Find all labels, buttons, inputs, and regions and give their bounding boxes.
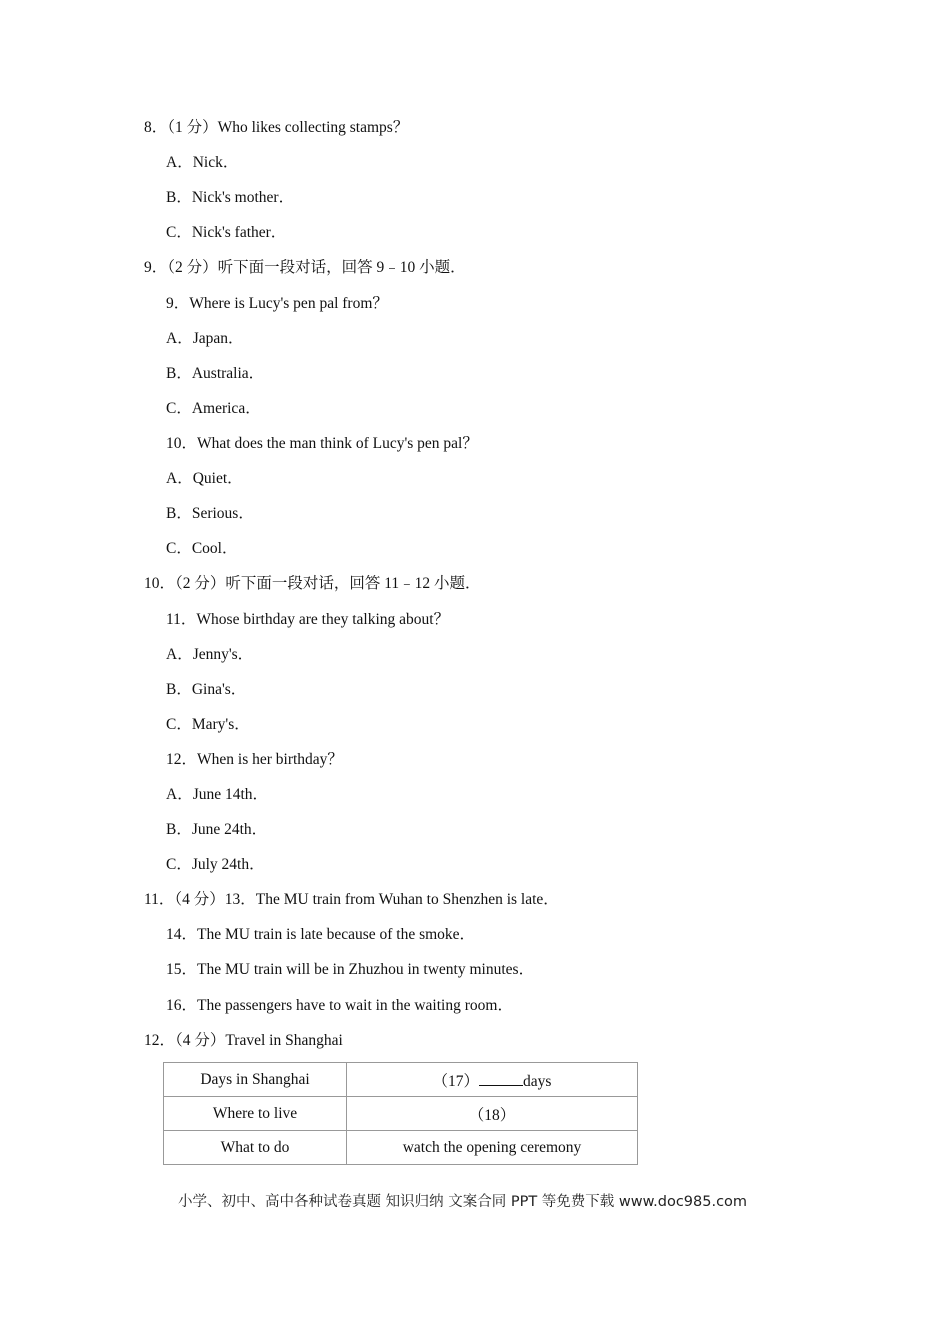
q9-sub1-question: 9．Where is Lucy's pen pal from？ [166,295,388,312]
q10-sub2-option-c: C．July 24th． [166,856,265,873]
q10-sub1-option-a: A．Jenny's． [166,646,254,663]
table-row [164,1131,638,1165]
q8-option-a: A．Nick． [166,154,239,171]
q9-sub1-option-c: C．America． [166,400,261,417]
table-row [164,1063,638,1097]
answer-number-18: （18） [468,1106,516,1124]
q11-stem: 11．（4 分）13．The MU train from Wuhan to Shenzhen is late． [144,891,559,908]
q12-stem: 12．（4 分）Travel in Shanghai [144,1032,343,1049]
q11-item-15: 15．The MU train will be in Zhuzhou in twenty minutes． [166,961,535,978]
q9-sub2-option-c: C．Cool． [166,540,238,557]
q9-sub2-option-b: B．Serious． [166,505,254,522]
table-cell-label: Where to live [164,1097,347,1131]
q8-option-c: C．Nick's father． [166,224,287,241]
table-cell-label: Days in Shanghai [164,1063,347,1097]
answer-blank-17[interactable] [479,1071,523,1086]
table-cell-value [347,1097,638,1131]
q10-sub2-option-a: A．June 14th． [166,786,269,803]
q8-option-b: B．Nick's mother． [166,189,295,206]
value-suffix: days [523,1072,552,1090]
q9-stem: 9．（2 分）听下面一段对话，回答 9﹣10 小题． [144,259,466,276]
q10-sub2-option-b: B．June 24th． [166,821,268,838]
q10-stem: 10．（2 分）听下面一段对话，回答 11﹣12 小题． [144,575,481,592]
table-cell-label: What to do [164,1131,347,1165]
q10-sub1-option-c: C．Mary's． [166,716,250,733]
q9-sub1-option-b: B．Australia． [166,365,265,382]
table-row [164,1097,638,1131]
table-cell-value [347,1063,638,1097]
q11-item-16: 16．The passengers have to wait in the waiting room． [166,997,513,1014]
q8-stem: 8．（1 分）Who likes collecting stamps？ [144,119,409,136]
q10-sub1-option-b: B．Gina's． [166,681,247,698]
q9-sub1-option-a: A．Japan． [166,330,244,347]
q9-sub2-option-a: A．Quiet． [166,470,243,487]
q10-sub1-question: 11．Whose birthday are they talking about？ [166,611,450,628]
footer-text: 小学、初中、高中各种试卷真题 知识归纳 文案合同 PPT 等免费下载 www.doc985.com [178,1194,748,1210]
q11-item-14: 14．The MU train is late because of the smoke． [166,926,476,943]
table-cell-value: watch the opening ceremony [347,1131,638,1165]
q9-sub2-question: 10．What does the man think of Lucy's pen pal？ [166,435,478,452]
q10-sub2-question: 12．When is her birthday？ [166,751,343,768]
travel-table [163,1062,638,1165]
answer-number-17: （17） [432,1072,480,1090]
